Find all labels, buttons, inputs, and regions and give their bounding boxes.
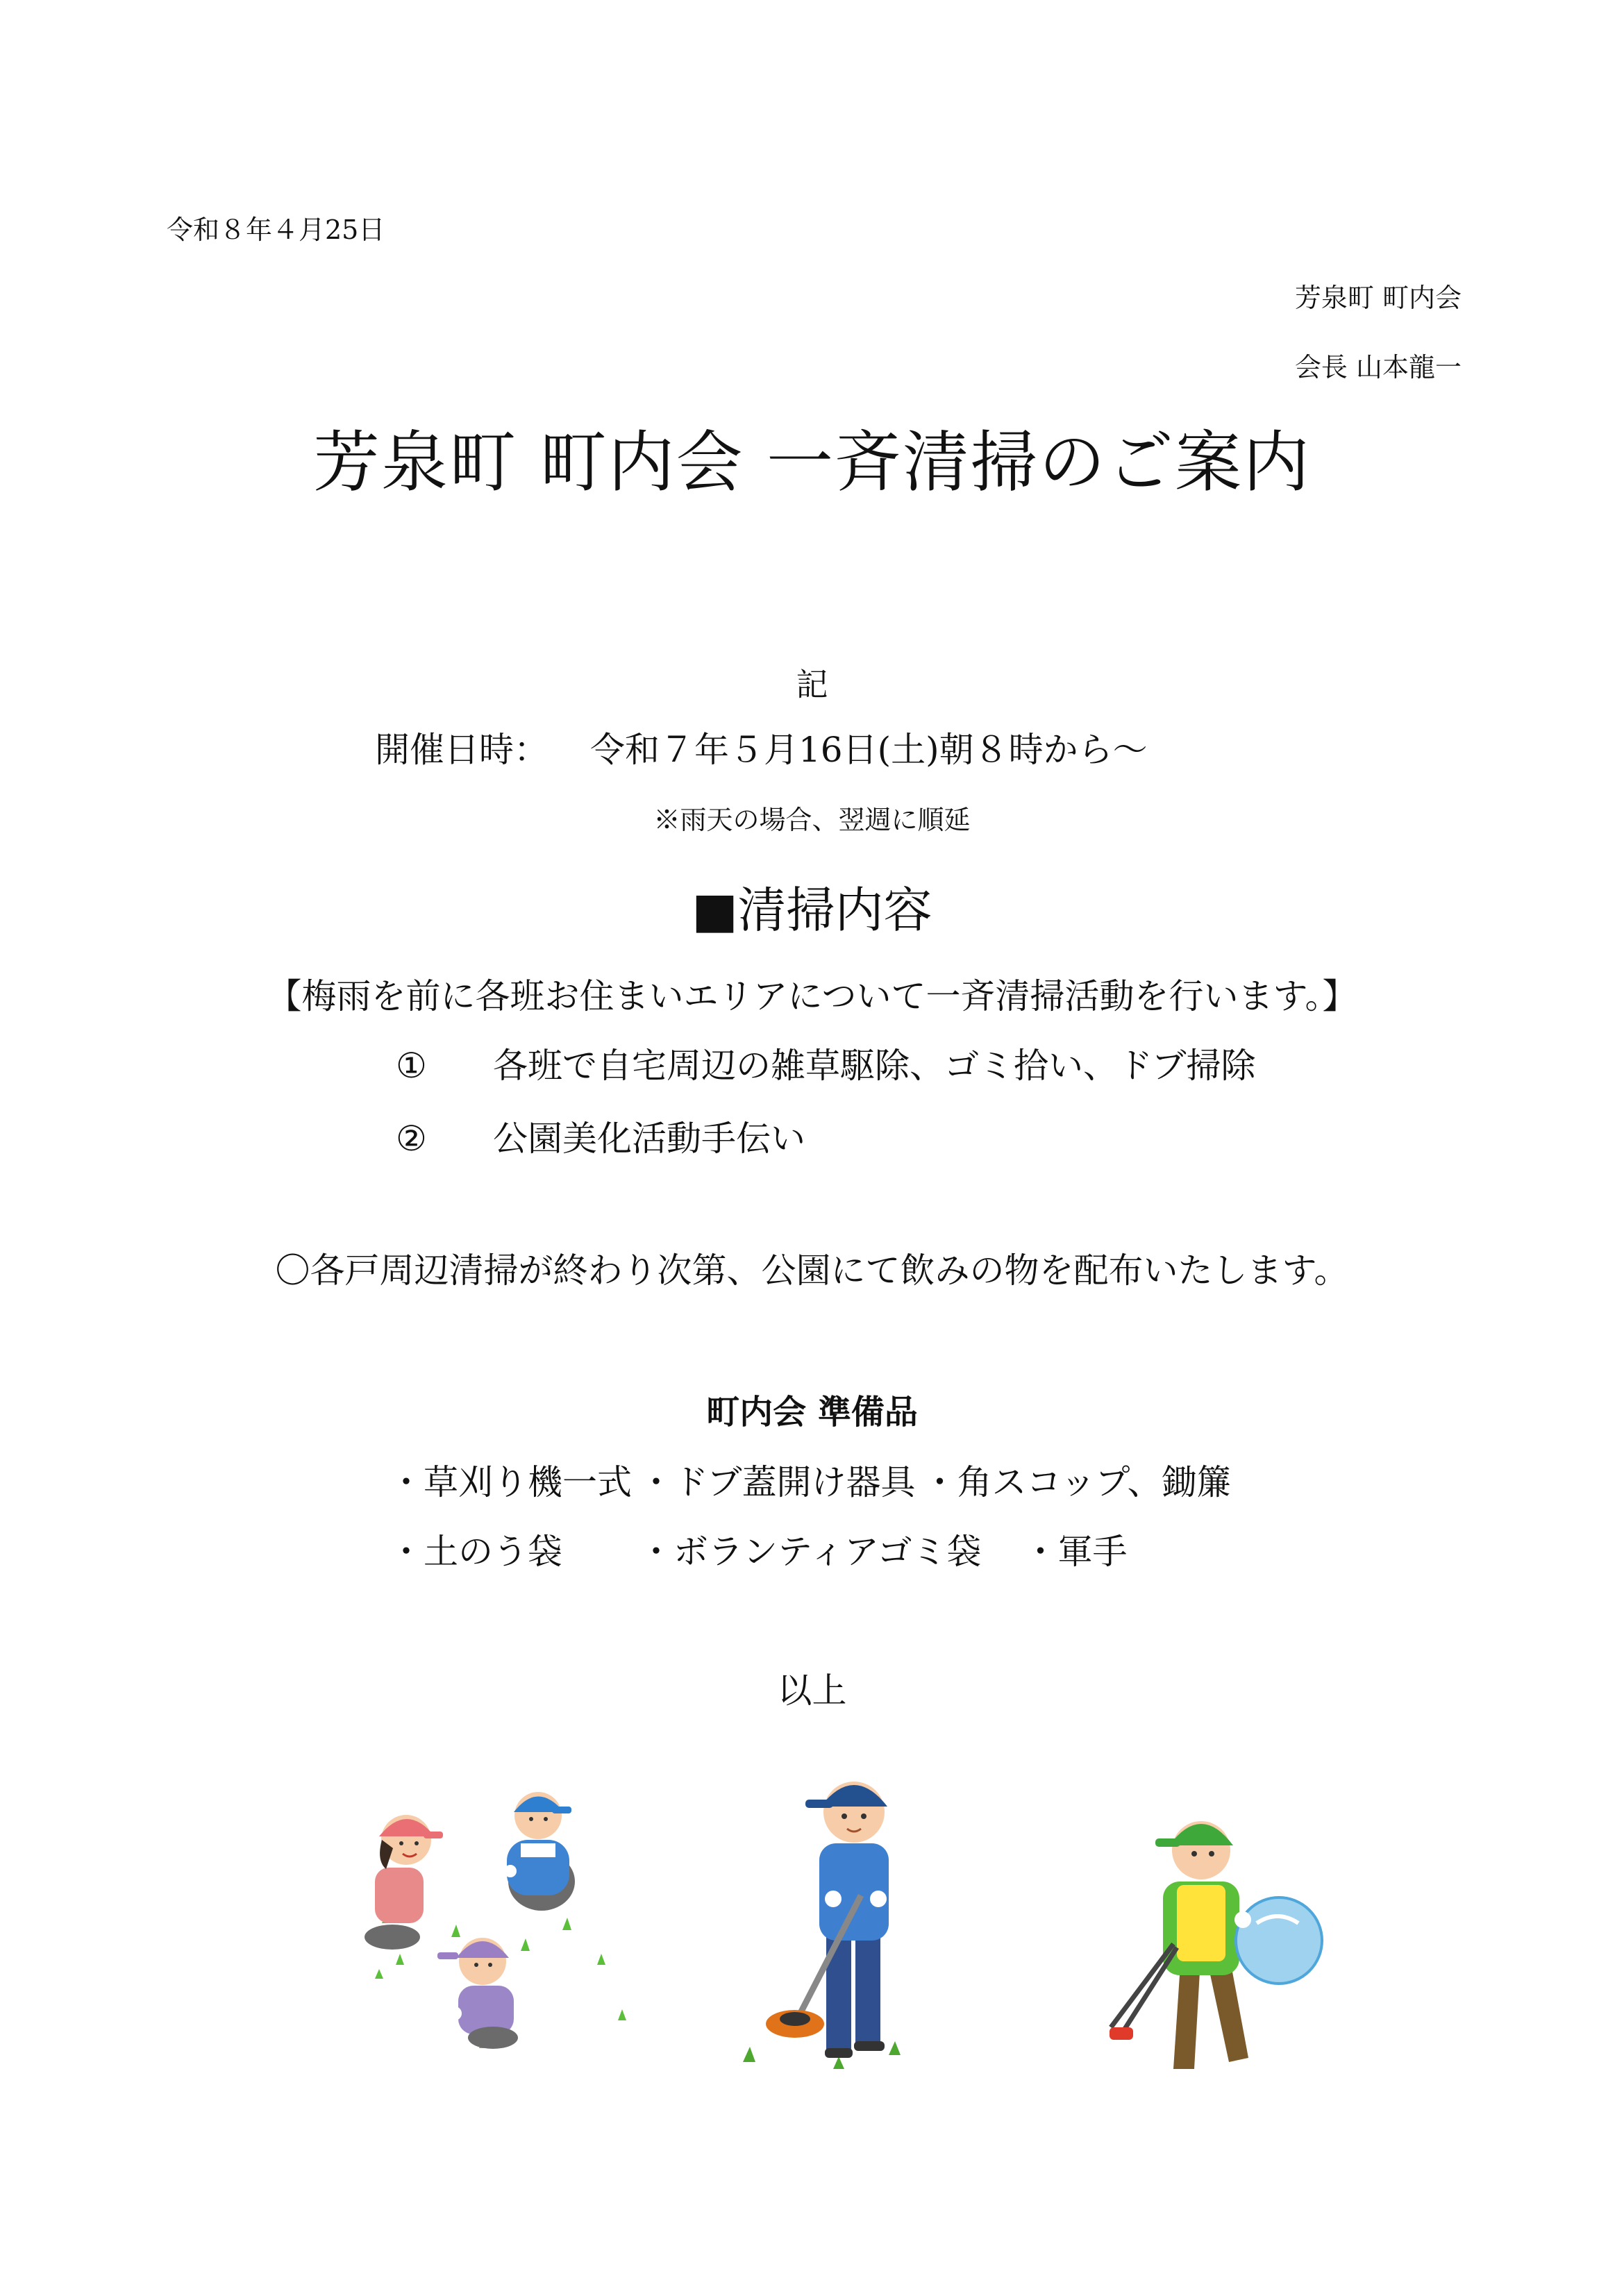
list-item <box>396 1111 805 1161</box>
people-weeding-illustration <box>354 1757 632 2062</box>
man-grass-trimmer-illustration <box>729 1743 937 2076</box>
lead-text: 【梅雨を前に各班お住まいエリアについて一斉清掃活動を行います。】 <box>267 976 1357 1016</box>
prep-item: ・草刈り機一式 <box>389 1462 632 1502</box>
event-label: 開催日時： <box>375 730 549 770</box>
item-number: ② <box>396 1118 427 1159</box>
prep-item: ・ボランティアゴミ袋 <box>639 1532 982 1572</box>
prep-item: ・土のう袋 <box>389 1532 562 1572</box>
man-picking-trash-illustration <box>1097 1763 1333 2076</box>
closing-text: 以上 <box>777 1670 847 1711</box>
notice-text: 〇各戸周辺清掃が終わり次第、公園にて飲みの物を配布いたします。 <box>275 1250 1349 1291</box>
item-number: ① <box>396 1046 427 1086</box>
prep-row-1 <box>389 1455 1232 1505</box>
ki-mark: 記 <box>796 666 828 703</box>
chairperson-name: 会長 山本龍一 <box>1294 352 1462 383</box>
section-title: ■清掃内容 <box>692 882 932 939</box>
document-date: 令和８年４月25日 <box>167 215 385 245</box>
document-title: 芳泉町 町内会 一斉清掃のご案内 <box>312 424 1312 501</box>
prep-item: ・角スコップ、鋤簾 <box>922 1462 1232 1502</box>
rain-note: ※雨天の場合、翌週に順延 <box>653 805 971 835</box>
prep-item: ・軍手 <box>1023 1532 1128 1572</box>
item-text: 各班で自宅周辺の雑草駆除、ゴミ拾い、ドブ掃除 <box>493 1046 1256 1086</box>
organization-name: 芳泉町 町内会 <box>1294 283 1462 313</box>
event-datetime-line <box>375 722 1148 772</box>
item-text: 公園美化活動手伝い <box>493 1118 805 1159</box>
prep-item: ・ドブ蓋開け器具 <box>639 1462 916 1502</box>
prep-heading: 町内会 準備品 <box>706 1393 918 1432</box>
event-datetime: 令和７年５月16日(土)朝８時から～ <box>590 730 1148 770</box>
prep-row-2 <box>389 1524 1128 1574</box>
list-item <box>396 1038 1256 1088</box>
